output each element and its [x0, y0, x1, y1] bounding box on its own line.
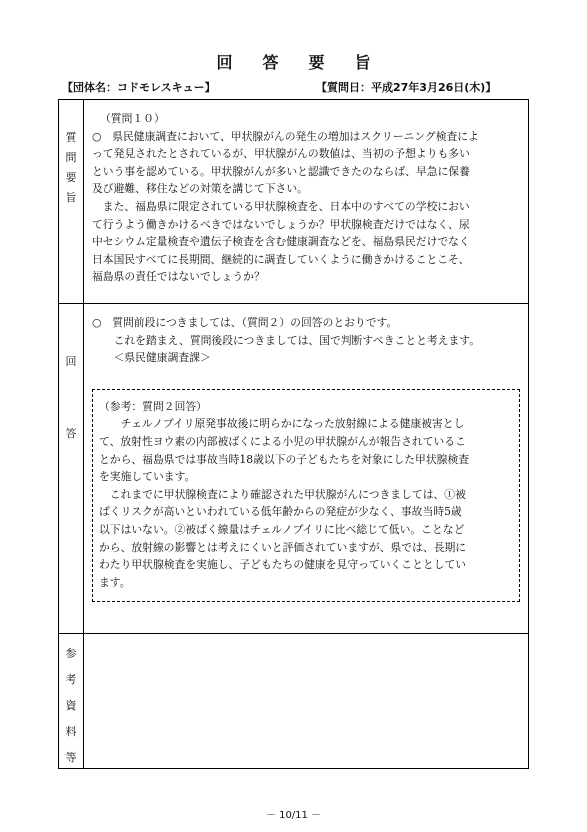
reference-line: これまでに甲状腺検査により確認された甲状腺がんにつきましては、①被 [99, 487, 466, 501]
question-line: 日本国民すべてに長期間、継続的に調査していくように働きかけることこそ、 [92, 252, 470, 266]
references-label-cell [59, 634, 84, 769]
reference-line: て、放射性ヨウ素の内部被ばくによる小児の甲状腺がんが報告されているこ [99, 434, 466, 448]
answer-vertical-label [59, 304, 83, 444]
question-line: また、福島県に限定されている甲状腺検査を、日本中のすべての学校におい [92, 199, 470, 213]
references-label-char: 参 [65, 647, 77, 660]
organization-name: 【団体名：コドモレスキュー】 [62, 81, 216, 94]
question-content-cell [84, 100, 529, 304]
question-row [59, 100, 529, 304]
reference-line: わたり甲状腺検査を実施し、子どもたちの健康を見守っていくこととしてい [99, 558, 467, 572]
answer-content-cell [84, 304, 529, 634]
answer-line: ＜県民健康調査課＞ [92, 351, 211, 365]
question-label-char: 質 [65, 131, 77, 144]
document-title: 回答要旨 [216, 53, 401, 72]
references-vertical-label [59, 634, 83, 768]
answer-line: これを踏まえ、質問後段につきましては、国で判断すべきことと考えます。 [92, 333, 481, 347]
answer-body [84, 304, 528, 367]
answer-label-char: 答 [65, 427, 77, 440]
question-line: て行うよう働きかけるべきではないでしょうか？甲状腺検査だけではなく、尿 [92, 217, 470, 231]
question-line: ○ 県民健康調査において、甲状腺がんの発生の増加はスクリーニング検査によ [92, 129, 479, 143]
reference-line: を実施しています。 [99, 470, 196, 484]
reference-line: から、放射線の影響とは考えにくいと評価されていますが、県では、長期に [99, 540, 467, 554]
answer-label-cell [59, 304, 84, 634]
question-label-cell [59, 100, 84, 304]
references-content-cell [84, 634, 529, 769]
question-label-char: 要 [65, 171, 77, 184]
question-line: 中セシウム定量検査や遺伝子検査を含む健康調査などを、福島県民だけでなく [92, 235, 470, 249]
question-label-char: 問 [65, 151, 77, 164]
reference-heading: （参考：質問２回答） [99, 399, 207, 413]
answer-row [59, 304, 529, 634]
answer-form-table [58, 99, 529, 769]
reference-text [99, 415, 513, 591]
question-line: って発見されたとされているが、甲状腺がんの数値は、当初の予想よりも多い [92, 147, 470, 161]
question-body [84, 100, 528, 286]
references-row [59, 634, 529, 769]
question-line: 及び避難、移住などの対策を講じて下さい。 [92, 182, 308, 196]
reference-note-box [92, 389, 520, 603]
question-line: 福島県の責任ではないでしょうか？ [92, 270, 265, 284]
references-label-char: 考 [65, 673, 77, 686]
answer-line: ○ 質問前段につきましては、（質問２）の回答のとおりです。 [92, 316, 398, 329]
reference-line: とから、福島県では事故当時18歳以下の子どもたちを対象にした甲状腺検査 [99, 452, 470, 466]
reference-line: 以下はいない。②被ばく線量はチェルノブイリに比べ総じて低い。ことなど [99, 522, 465, 536]
question-line: という事を認めている。甲状腺がんが多いと認識できたのならば、早急に保養 [92, 164, 470, 178]
reference-line: ます。 [99, 575, 131, 589]
question-label-char: 旨 [65, 191, 77, 204]
references-label-char: 資 [65, 699, 77, 712]
answer-text [92, 314, 528, 367]
question-number: （質問１０） [100, 112, 165, 125]
question-text [92, 128, 528, 286]
question-date: 【質問日：平成27年3月26日(木)】 [316, 81, 497, 94]
answer-label-char: 回 [65, 355, 77, 368]
references-label-char: 等 [65, 751, 77, 764]
page-number: － 10/11 － [265, 810, 322, 821]
references-label-char: 料 [65, 725, 77, 738]
reference-line: ばくリスクが高いといわれている低年齢からの発症が少なく、事故当時5歳 [99, 505, 462, 519]
question-vertical-label [59, 100, 83, 208]
reference-line: チェルノブイリ原発事故後に明らかになった放射線による健康被害とし [99, 417, 465, 431]
